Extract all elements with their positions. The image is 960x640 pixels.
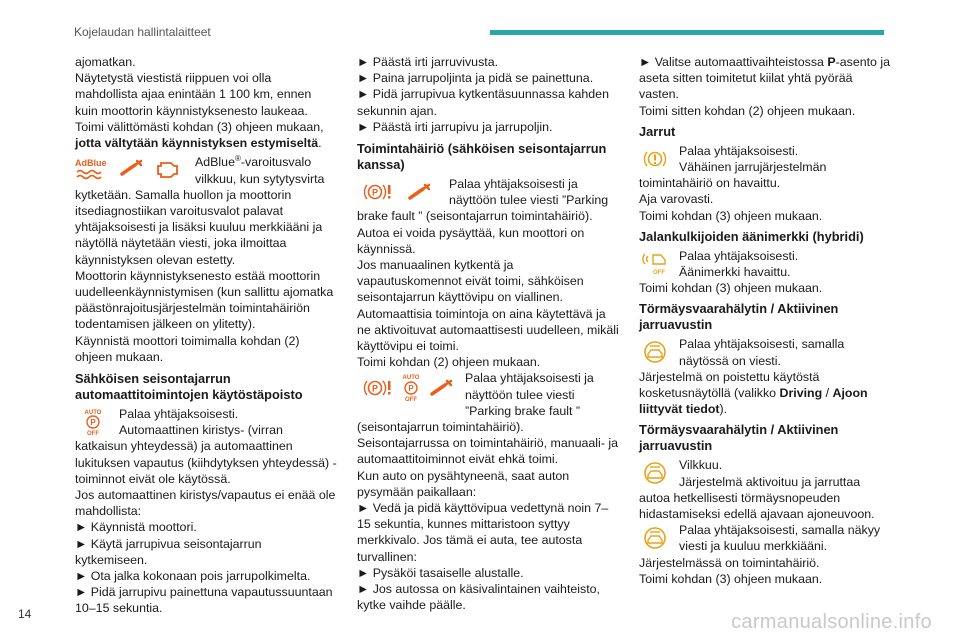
paragraph: Jos automaattinen kiristys/vapautus ei enää ole mahdollista:: [75, 488, 336, 519]
list-item: ► Päästä irti jarruvivusta.: [357, 55, 499, 69]
paragraph: Palaa yhtäjaksoisesti.: [679, 143, 799, 158]
service-wrench-icon: [407, 182, 433, 202]
section-heading: Törmäysvaarahälytin / Aktiivinen jarruavustin: [639, 301, 839, 333]
svg-text:P: P: [90, 417, 96, 427]
list-item: ► Vedä ja pidä käyttövipua vedettynä noin 7–15 sekuntia, kunnes mittaristoon syttyy merkkivalo. Jos tämä ei auta, tee autosta turvallinen:: [357, 501, 609, 564]
paragraph: Näytetystä viestistä riippuen voi olla mahdollista ajaa enintään 1 100 km, ennen kuin moottorin käynnistyksenesto laukeaa.: [75, 71, 312, 118]
adblue-icon: [75, 155, 109, 181]
column-1: [75, 54, 337, 617]
collision-warning-icon: [641, 340, 669, 364]
watermark: carmanualsonline.info: [731, 611, 932, 633]
paragraph: Toimi kohdan (3) ohjeen mukaan.: [639, 208, 823, 223]
paragraph: Järjestelmässä on toimintahäiriö.: [639, 555, 820, 570]
list-item: ► Paina jarrupoljinta ja pidä se painettuna.: [357, 71, 594, 86]
list-item: ► Pidä jarrupivua kytkentäsuunnassa kahden sekunnin ajan.: [357, 87, 609, 118]
paragraph: Toimi kohdan (3) ohjeen mukaan.: [639, 281, 823, 296]
paragraph: Automaattinen kiristys- (virran katkaisun yhteydessä) ja automaattinen lukituksen vapautus (kiihdytyksen yhteydessä) -toiminnot eivät ole käytössä.: [75, 423, 337, 486]
collision-warning-icon-wrap: [641, 459, 669, 487]
paragraph: Seisontajarrussa on toimintahäiriö, manuaali- ja automaattitoiminnot eivät ehkä toimi.: [357, 436, 619, 467]
brake-fault-auto-icons: [363, 372, 455, 404]
paragraph: Palaa yhtäjaksoisesti.: [679, 248, 799, 263]
page-number: 14: [18, 607, 32, 621]
list-item: ► Päästä irti jarrupivu ja jarrupoljin.: [357, 119, 553, 134]
paragraph: Toimi kohdan (3) ohjeen mukaan.: [639, 571, 823, 586]
svg-text:AUTO: AUTO: [402, 375, 420, 382]
collision-warning-icon: [641, 526, 669, 550]
parking-brake-fault-icon: [363, 376, 393, 400]
collision-warning-icon-wrap: [641, 338, 669, 366]
engine-diagnostic-icon: [155, 158, 181, 178]
paragraph: Palaa yhtäjaksoisesti, samalla näkyy viesti ja kuuluu merkkiääni.: [679, 523, 881, 554]
list-item: ► Jos autossa on käsivalintainen vaihteisto, kytke vaihde päälle.: [357, 582, 601, 613]
svg-text:P: P: [371, 187, 379, 198]
pedestrian-sound-off-icon: [641, 250, 669, 276]
paragraph: Vilkkuu.: [679, 458, 723, 473]
service-wrench-icon: [119, 158, 145, 178]
svg-text:P: P: [371, 383, 379, 394]
parking-auto-off-icon: [81, 408, 105, 436]
running-header: Kojelaudan hallintalaitteet: [74, 25, 211, 39]
paragraph: Automaattisia toimintoja on aina käytettävä ja ne aktivoituvat automaattisesti uudelleen, mikäli käyttövipu ei toimi.: [357, 306, 619, 354]
parking-brake-fault-icon: [363, 180, 393, 204]
brake-fault-icons: [363, 178, 433, 206]
paragraph: Jos manuaalinen kytkentä ja vapautuskomennot eivät toimi, sähköisen seisontajarrun käyttövipu on viallinen.: [357, 258, 584, 305]
list-item: ► Käytä jarrupivua seisontajarrun kytkemiseen.: [75, 536, 262, 567]
collision-warning-icon-wrap: [641, 524, 669, 552]
paragraph: Äänimerkki havaittu.: [679, 265, 791, 280]
list-item: ► Ota jalka kokonaan pois jarrupolkimelta.: [75, 569, 311, 584]
section-heading: Jarrut: [639, 123, 676, 139]
svg-text:OFF: OFF: [405, 397, 417, 404]
paragraph: Kun auto on pysähtyneenä, saat auton pysymään paikallaan:: [357, 468, 570, 499]
paragraph: Järjestelmä on poistettu käytöstä kosketusnäytöllä (valikko Driving / Ajoon liittyvät tiedot).: [639, 369, 868, 417]
paragraph: Aja varovasti.: [639, 192, 714, 207]
brake-warning-icon: [643, 148, 667, 170]
list-item: ► Käynnistä moottori.: [75, 520, 197, 535]
pedestrian-sound-icon-wrap: [641, 250, 669, 276]
section-heading: Toimintahäiriö (sähköisen seisontajarrun kanssa): [357, 141, 607, 173]
section-heading: Törmäysvaarahälytin / Aktiivinen jarruavustin: [639, 422, 839, 454]
paragraph: ajomatkan.: [75, 55, 136, 69]
svg-text:AUTO: AUTO: [84, 409, 102, 416]
brake-warning-icon-wrap: [643, 145, 667, 173]
paragraph: AdBlue®-varoitusvalo vilkkuu, kun sytytysvirta kytketään. Samalla huollon ja moottorin itsediagnostiikan varoitusvalot palavat yhtäjaksoisesti ja lisäksi kuuluu merkkiääni ja näytöllä näytetään viesti, joka ilmoittaa käynnistyksen olevan estetty.: [75, 154, 325, 267]
service-wrench-icon: [429, 378, 455, 398]
paragraph: Autoa ei voida pysäyttää, kun moottori on käynnissä.: [357, 225, 585, 256]
section-heading: Sähköisen seisontajarrun automaattitoimintojen käytöstäpoisto: [75, 370, 303, 402]
adblue-warning-icons: [75, 153, 181, 183]
paragraph: Järjestelmä aktivoituu ja jarruttaa autoa hetkellisesti törmäysnopeuden hidastamiseksi edellä ajavaan ajoneuvoon.: [639, 474, 875, 522]
auto-off-icon-wrap: [81, 408, 105, 436]
paragraph: Palaa yhtäjaksoisesti.: [119, 406, 239, 421]
paragraph: ► Valitse automaattivaihteistossa P-asento ja aseta sitten toimitetut kiilat yhtä pyörää vasten.: [639, 55, 891, 102]
column-3: [639, 54, 891, 587]
svg-text:P: P: [408, 384, 414, 394]
paragraph: Palaa yhtäjaksoisesti, samalla näytössä on viesti.: [679, 337, 845, 368]
svg-text:OFF: OFF: [653, 269, 665, 276]
paragraph: Toimi sitten kohdan (2) ohjeen mukaan.: [639, 103, 856, 118]
list-item: ► Pidä jarrupivu painettuna vapautussuuntaan 10–15 sekuntia.: [75, 585, 333, 616]
collision-warning-icon: [641, 461, 669, 485]
svg-text:AdBlue: AdBlue: [75, 158, 107, 169]
paragraph: Moottorin käynnistyksenesto estää moottorin uudelleenkäynnistymisen (kun sallittu ajomatka päästönrajoitusjärjestelmän toimintahäiriön todentamisen jälkeen on ylitetty).: [75, 268, 334, 332]
paragraph: Toimi välittömästi kohdan (3) ohjeen mukaan, jotta vältytään käynnistyksen estymiseltä.: [75, 119, 324, 151]
paragraph: Vähäinen jarrujärjestelmän toimintahäiriö on havaittu.: [639, 160, 827, 191]
paragraph: Käynnistä moottori toimimalla kohdan (2) ohjeen mukaan.: [75, 333, 300, 364]
section-heading: Jalankulkijoiden äänimerkki (hybridi): [639, 228, 864, 244]
parking-auto-off-icon: [399, 373, 423, 403]
paragraph: Toimi kohdan (2) ohjeen mukaan.: [357, 355, 541, 370]
svg-text:OFF: OFF: [87, 430, 99, 436]
paragraph: Palaa yhtäjaksoisesti ja näyttöön tulee viesti ”Parking brake fault ” (seisontajarrun toimintahäiriö).: [357, 177, 609, 224]
paragraph: Palaa yhtäjaksoisesti ja näyttöön tulee viesti ”Parking brake fault ” (seisontajarrun toimintahäiriö).: [357, 371, 594, 435]
list-item: ► Pysäköi tasaiselle alustalle.: [357, 565, 524, 580]
header-accent-bar: [490, 30, 884, 35]
column-2: [357, 54, 620, 614]
